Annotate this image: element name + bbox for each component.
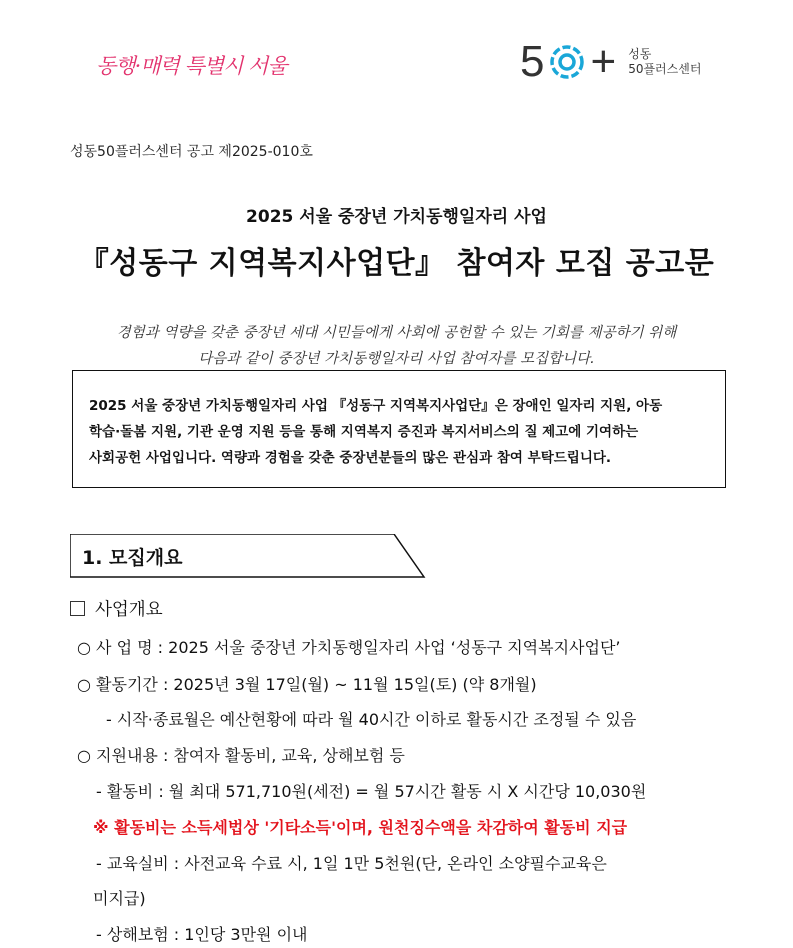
subsection-label: 사업개요 xyxy=(95,600,163,620)
item-activity-fee: - 활동비 : 월 최대 571,710원(세전) = 월 57시간 활동 시 X 시간당 10,030원 xyxy=(96,782,647,801)
logo-org-line1: 성동 xyxy=(628,47,652,61)
intro-line-1: 경험과 역량을 갖춘 중장년 세대 시민들에게 사회에 공헌할 수 있는 기회를 제공하기 위해 xyxy=(116,325,677,341)
seongdong-50plus-logo xyxy=(520,37,702,86)
item-support: ○ 지원내용 : 참여자 활동비, 교육, 상해보험 등 xyxy=(77,746,405,765)
item-project-name: ○ 사 업 명 : 2025 서울 중장년 가치동행일자리 사업 ‘성동구 지역복지사업단’ xyxy=(77,638,621,657)
section-1-heading: 1. 모집개요 xyxy=(82,547,183,569)
document-title: 『성동구 지역복지사업단』 참여자 모집 공고문 xyxy=(78,246,715,281)
item-insurance: - 상해보험 : 1인당 3만원 이내 xyxy=(96,925,308,944)
item-period: ○ 활동기간 : 2025년 3월 17일(월) ~ 11월 15일(토) (약 8개월) xyxy=(77,675,537,694)
document-subtitle: 2025 서울 중장년 가치동행일자리 사업 xyxy=(246,207,547,227)
tax-warning: ※ 활동비는 소득세법상 '기타소득'이며, 원천징수액을 차감하여 활동비 지급 xyxy=(93,818,628,837)
logo-org-name xyxy=(628,47,701,77)
checkbox-square-icon xyxy=(70,601,85,616)
o-ring-icon xyxy=(548,43,586,81)
item-education-fee-line1: - 교육실비 : 사전교육 수료 시, 1일 1만 5천원(단, 온라인 소양필수교육은 xyxy=(96,854,607,873)
summary-line-2: 학습·돌봄 지원, 기관 운영 지원 등을 통해 지역복지 증진과 복지서비스의 질 제고에 기여하는 xyxy=(89,424,639,440)
seoul-slogan-logo: 동행·매력 특별시 서울 xyxy=(96,54,287,78)
item-education-fee-line2: 미지급) xyxy=(93,889,146,908)
notice-number: 성동50플러스센터 공고 제2025-010호 xyxy=(70,144,313,160)
logo-numeral: 5 xyxy=(520,37,545,86)
intro-line-2: 다음과 같이 중장년 가치동행일자리 사업 참여자를 모집합니다. xyxy=(198,351,595,367)
summary-line-3: 사회공헌 사업입니다. 역량과 경험을 갖춘 중장년분들의 많은 관심과 참여 부탁드립니다. xyxy=(89,450,612,466)
subsection-title xyxy=(70,596,163,621)
summary-box xyxy=(72,370,726,488)
section-1-header xyxy=(70,534,426,578)
item-period-note: - 시작·종료월은 예산현황에 따라 월 40시간 이하로 활동시간 조정될 수 있음 xyxy=(106,710,637,729)
summary-line-1: 2025 서울 중장년 가치동행일자리 사업 『성동구 지역복지사업단』은 장애인 일자리 지원, 아동 xyxy=(89,398,663,414)
logo-plus: + xyxy=(590,37,617,86)
intro-text xyxy=(0,320,793,372)
logo-org-line2: 50플러스센터 xyxy=(628,62,702,76)
